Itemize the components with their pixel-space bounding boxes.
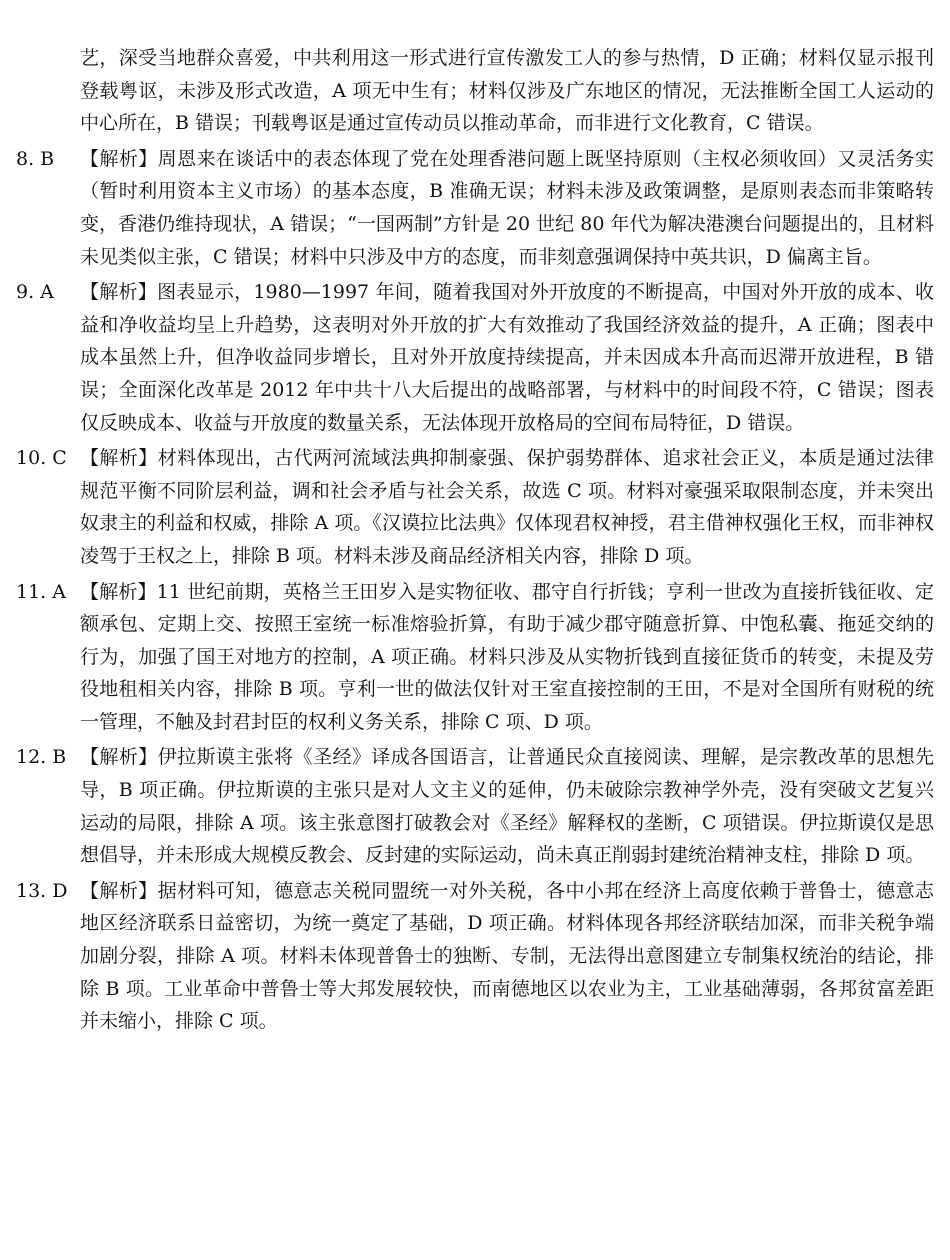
answer-number: 13. D <box>16 879 68 902</box>
answer-number: 12. B <box>16 746 67 769</box>
continued-paragraph: 艺，深受当地群众喜爱，中共利用这一形式进行宣传激发工人的参与热情，D 正确；材料仅显示报刊登载粤讴，未涉及形式改造，A 项无中生有；材料仅涉及广东地区的情况，无法推断全国工人运动的中心所在，B 错误；刊载粤讴是通过宣传动员以推动革命，而非进行文化教育，C 错误。 <box>80 47 934 135</box>
answer-explanation: 【解析】11 世纪前期，英格兰王田岁入是实物征收、郡守自行折钱；亨利一世改为直接折钱征收、定额承包、定期上交、按照王室统一标准熔验折算，有助于减少郡守随意折算、中饱私囊、拖延交纳的行为，加强了国王对地方的控制，A 项正确。材料只涉及从实物折钱到直接征货币的转变，未提及劳役地租相关内容，排除 B 项。亨利一世的做法仅针对王室直接控制的王田，不是对全国所有财税的统一管理，不触及封君封臣的权利义务关系，排除 C 项、D 项。 <box>80 580 934 733</box>
answer-item-10 <box>16 442 934 572</box>
answer-explanation: 【解析】据材料可知，德意志关税同盟统一对外关税，各中小邦在经济上高度依赖于普鲁士，德意志地区经济联系日益密切，为统一奠定了基础，D 项正确。材料体现各邦经济联结加深，而非关税争端加剧分裂，排除 A 项。材料未体现普鲁士的独断、专制，无法得出意图建立专制集权统治的结论，排除 B 项。工业革命中普鲁士等大邦发展较快，而南德地区以农业为主，工业基础薄弱，各邦贫富差距并未缩小，排除 C 项。 <box>80 879 934 1033</box>
answer-item-11 <box>16 576 934 739</box>
answer-explanation: 【解析】图表显示，1980—1997 年间，随着我国对外开放度的不断提高，中国对外开放的成本、收益和净收益均呈上升趋势，这表明对外开放的扩大有效推动了我国经济效益的提升，A 正确；图表中成本虽然上升，但净收益同步增长，且对外开放度持续提高，并未因成本升高而迟滞开放进程，B 错误；全面深化改革是 2012 年中共十八大后提出的战略部署，与材料中的时间段不符，C 错误；图表仅反映成本、收益与开放度的数量关系，无法体现开放格局的空间布局特征，D 错误。 <box>80 281 934 434</box>
answer-number: 8. B <box>16 147 55 170</box>
answer-explanation: 【解析】周恩来在谈话中的表态体现了党在处理香港问题上既坚持原则（主权必须收回）又灵活务实（暂时利用资本主义市场）的基本态度，B 准确无误；材料未涉及政策调整，是原则表态而非策略转变，香港仍维持现状，A 错误；“一国两制”方针是 20 世纪 80 年代为解决港澳台问题提出的，且材料未见类似主张，C 错误；材料中只涉及中方的态度，而非刻意强调保持中英共识，D 偏离主旨。 <box>80 147 934 268</box>
answer-explanation: 【解析】伊拉斯谟主张将《圣经》译成各国语言，让普通民众直接阅读、理解，是宗教改革的思想先导，B 项正确。伊拉斯谟的主张只是对人文主义的延伸，仍未破除宗教神学外壳，没有突破文艺复兴运动的局限，排除 A 项。该主张意图打破教会对《圣经》解释权的垄断，C 项错误。伊拉斯谟仅是思想倡导，并未形成大规模反教会、反封建的实际运动，尚未真正削弱封建统治精神支柱，排除 D 项。 <box>80 746 934 867</box>
answer-number: 9. A <box>16 281 54 304</box>
answer-explanations <box>16 42 934 1038</box>
answer-item-13 <box>16 875 934 1038</box>
answer-explanation: 【解析】材料体现出，古代两河流域法典抑制豪强、保护弱势群体、追求社会正义，本质是通过法律规范平衡不同阶层利益，调和社会矛盾与社会关系，故选 C 项。材料对豪强采取限制态度，并未突出奴隶主的利益和权威，排除 A 项。《汉谟拉比法典》仅体现君权神授，君主借神权强化王权，而非神权凌驾于王权之上，排除 B 项。材料未涉及商品经济相关内容，排除 D 项。 <box>80 447 934 567</box>
answer-item-9 <box>16 276 934 439</box>
answer-item-12 <box>16 741 934 871</box>
answer-item-8 <box>16 143 934 273</box>
answer-number: 10. C <box>16 447 67 470</box>
answer-number: 11. A <box>16 580 66 603</box>
